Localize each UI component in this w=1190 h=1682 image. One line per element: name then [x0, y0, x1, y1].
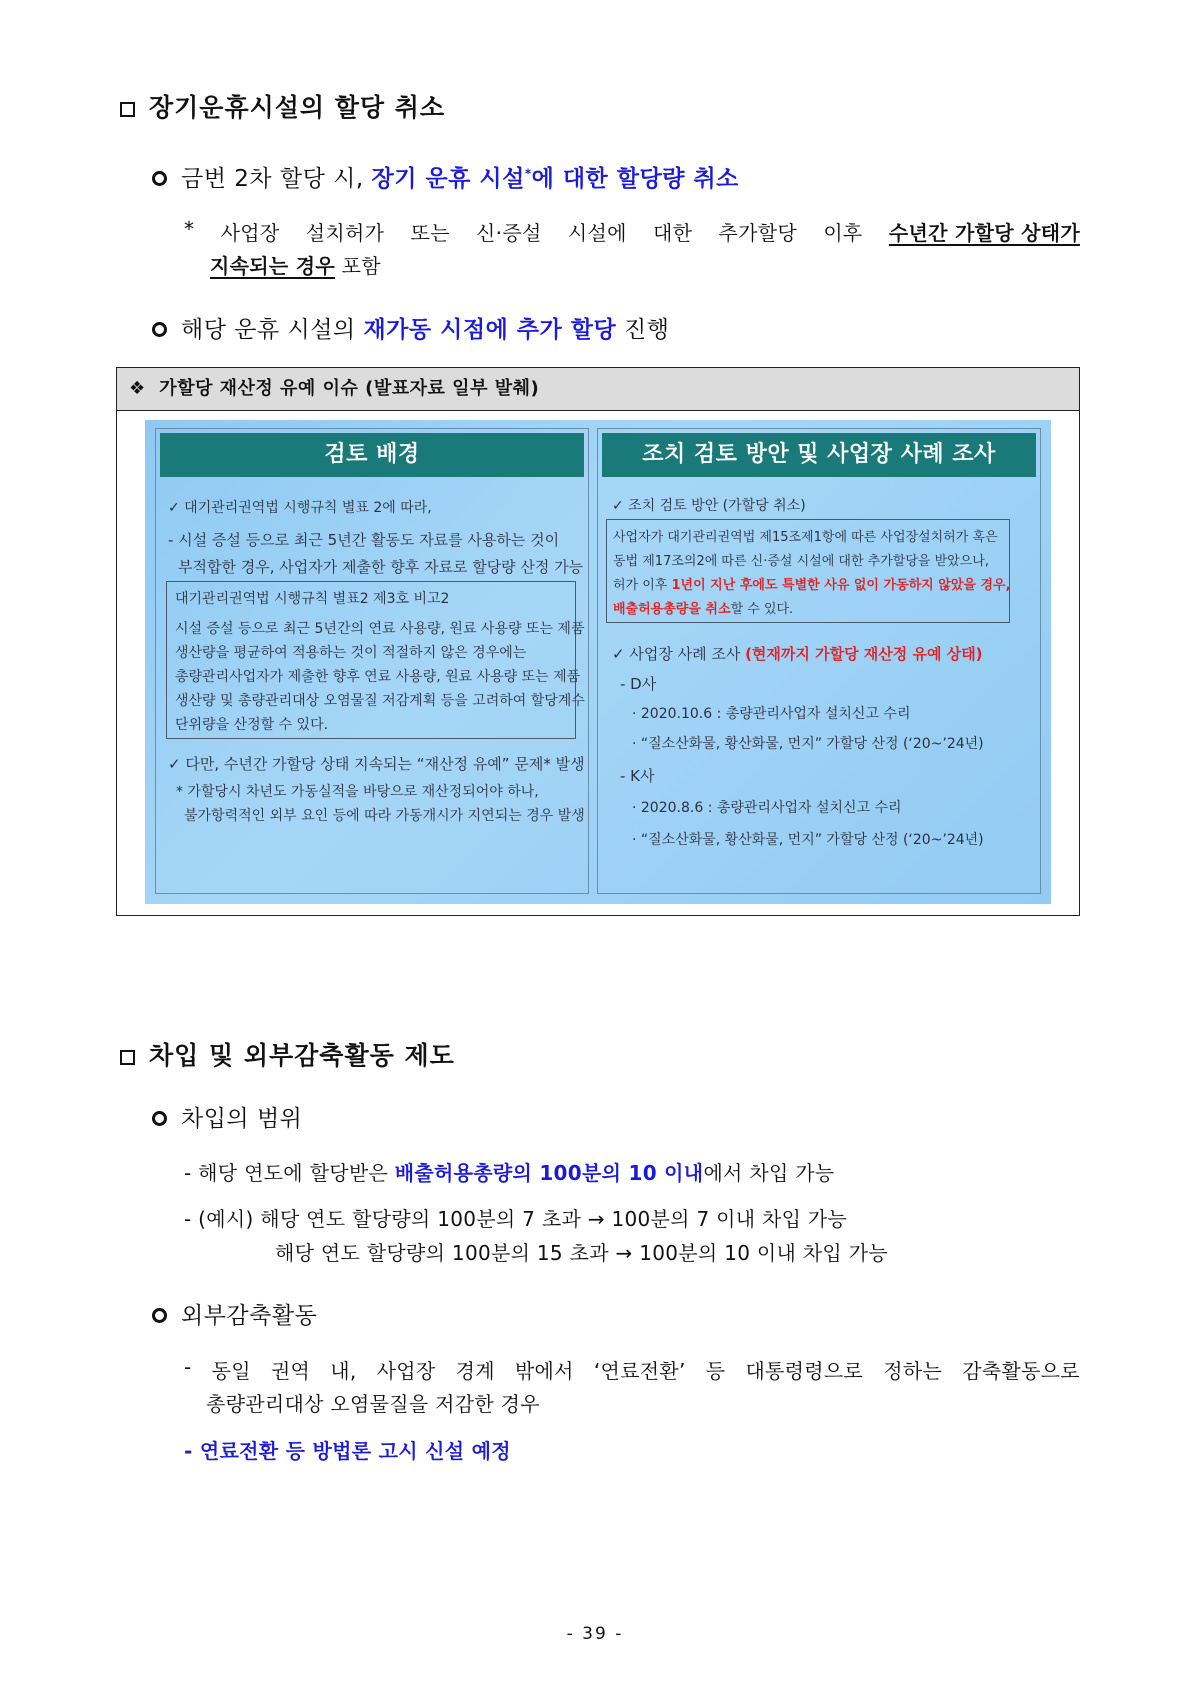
presentation-photo [145, 420, 1051, 904]
square-bullet-icon [120, 1050, 135, 1065]
section1-bullet2: 해당 운휴 시설의 재가동 시점에 추가 할당 진행 [152, 311, 669, 344]
section2-dash2-line2: 해당 연도 할당량의 100분의 15 초과 → 100분의 10 이내 차입 가능 [275, 1241, 888, 1265]
left-box-line: 단위량을 산정할 수 있다. [175, 717, 329, 733]
right-panel-title: 조치 검토 방안 및 사업장 사례 조사 [602, 433, 1036, 477]
left-dash1-line1: - 시설 증설 등으로 최근 5년간 활동도 자료를 사용하는 것이 [168, 531, 560, 549]
circle-bullet-icon [152, 322, 167, 337]
section2-bullet1: 차입의 범위 [152, 1100, 302, 1133]
section2-dash3-line1: - 동일 권역 내, 사업장 경계 밖에서 ‘연료전환’ 등 대통령령으로 정하는 감축활동으로 [184, 1355, 1080, 1383]
right-k-label: - K사 [620, 767, 655, 785]
section2-dash1: - 해당 연도에 할당받은 배출허용총량의 100분의 10 이내에서 차입 가능 [184, 1161, 835, 1185]
right-panel [597, 428, 1041, 894]
section1-heading: 장기운휴시설의 할당 취소 [120, 88, 445, 124]
right-k-item1: · 2020.8.6 : 총량관리사업자 설치신고 수리 [632, 800, 902, 816]
left-box-line: 시설 증설 등으로 최근 5년간의 연료 사용량, 원료 사용량 또는 제품 [175, 621, 585, 637]
left-panel [155, 428, 589, 894]
section2-dash3-line2: 총량관리대상 오염물질을 저감한 경우 [206, 1392, 540, 1416]
right-d-item2: · “질소산화물, 황산화물, 먼지” 가할당 산정 (‘20~’24년) [632, 736, 984, 752]
right-box-line3: 허가 이후 1년이 지난 후에도 특별한 사유 없이 가동하지 않았을 경우, [613, 578, 1011, 593]
circle-bullet-icon [152, 171, 167, 186]
left-check1: ✓ 대기관리권역법 시행규칙 별표 2에 따라, [168, 500, 432, 516]
left-regulation-box [166, 581, 585, 739]
right-d-label: - D사 [620, 675, 657, 693]
square-bullet-icon [120, 102, 135, 117]
diamond-bullet-icon: ❖ [129, 378, 146, 399]
left-note-line2: 불가항력적인 외부 요인 등에 따라 가동개시가 지연되는 경우 발생 [184, 808, 585, 824]
circle-bullet-icon [152, 1111, 167, 1126]
left-box-line: 생산량을 평균하여 적용하는 것이 적절하지 않은 경우에는 [175, 645, 527, 661]
right-d-item1: · 2020.10.6 : 총량관리사업자 설치신고 수리 [632, 706, 911, 722]
left-dash1-line2: 부적합한 경우, 사업자가 제출한 향후 자료로 할당량 산정 가능 [178, 558, 584, 576]
circle-bullet-icon [152, 1308, 167, 1323]
section1-footnote-line1: * 사업장 설치허가 또는 신·증설 시설에 대한 추가할당 이후 수년간 가할당 상태가 [184, 217, 1080, 245]
figure-caption: ❖ 가할당 재산정 유예 이슈 (발표자료 일부 발췌) [117, 368, 1079, 411]
right-box-line4: 배출허용총량을 취소할 수 있다. [613, 602, 794, 617]
right-regulation-box [606, 519, 1010, 623]
left-note-line1: * 가할당시 차년도 가동실적을 바탕으로 재산정되어야 하나, [176, 784, 539, 800]
section2-dash2-line1: - (예시) 해당 연도 할당량의 100분의 7 초과 → 100분의 7 이내 차입 가능 [184, 1207, 848, 1231]
section2-bullet2: 외부감축활동 [152, 1297, 317, 1330]
right-check2: ✓ 사업장 사례 조사 (현재까지 가할당 재산정 유예 상태) [612, 645, 983, 663]
left-panel-title: 검토 배경 [160, 433, 584, 477]
section2-dash4: - 연료전환 등 방법론 고시 신설 예정 [184, 1439, 511, 1463]
page-number: - 39 - [566, 1624, 624, 1644]
right-box-line2: 동법 제17조의2에 따른 신·증설 시설에 대한 추가할당을 받았으나, [613, 554, 989, 569]
section2-heading: 차입 및 외부감축활동 제도 [120, 1036, 455, 1072]
section1-footnote-line2: 지속되는 경우 포함 [210, 254, 381, 278]
left-box-line: 총량관리사업자가 제출한 향후 연료 사용량, 원료 사용량 또는 제품 [175, 669, 581, 685]
right-k-item2: · “질소산화물, 황산화물, 먼지” 가할당 산정 (‘20~’24년) [632, 832, 984, 848]
figure-box [116, 367, 1080, 916]
left-box-title: 대기관리권역법 시행규칙 별표2 제3호 비고2 [175, 591, 450, 607]
right-check1: ✓ 조치 검토 방안 (가할당 취소) [612, 498, 806, 514]
left-box-line: 생산량 및 총량관리대상 오염물질 저감계획 등을 고려하여 할당계수 [175, 693, 585, 709]
section1-bullet1: 금번 2차 할당 시, 장기 운휴 시설*에 대한 할당량 취소 [152, 160, 739, 193]
left-check2: ✓ 다만, 수년간 가할당 상태 지속되는 “재산정 유예” 문제* 발생 [168, 755, 585, 773]
right-box-line1: 사업자가 대기관리권역법 제15조제1항에 따른 사업장설치허가 혹은 [613, 530, 998, 545]
